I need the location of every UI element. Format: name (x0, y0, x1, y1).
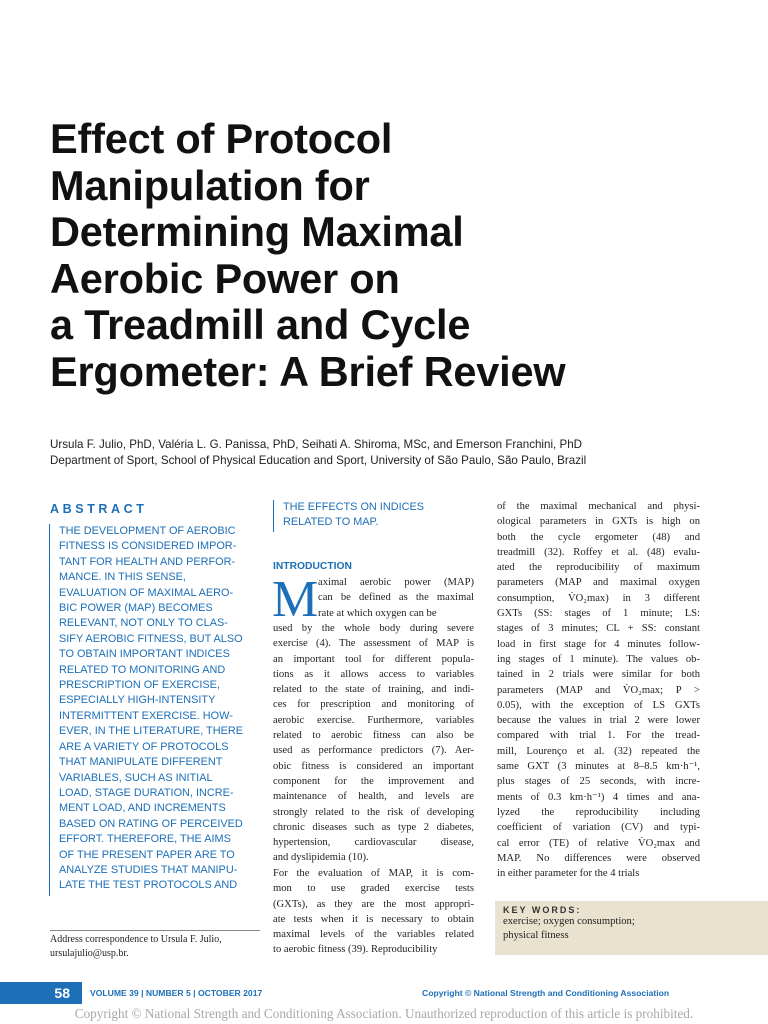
abstract-line: LOAD, STAGE DURATION, INCRE- (59, 786, 234, 799)
abstract-line: OF THE PRESENT PAPER ARE TO (59, 848, 235, 861)
abstract-line: RELATED TO MONITORING AND (59, 663, 226, 676)
body-line: parameters (MAP and V̇O₂max; P > (497, 684, 700, 696)
body-line: same GXT (3 minutes at 8–8.5 km·h⁻¹, (497, 761, 700, 773)
title-line: Determining Maximal (50, 208, 464, 255)
body-line: GXTs (SS: stages of 1 minute; LS: (497, 608, 700, 620)
copyright-watermark: Copyright © National Strength and Conditioning Association. Unauthorized reproduction of this article is prohibited. (74, 1006, 694, 1021)
abstract-line: ANALYZE STUDIES THAT MANIPU- (59, 863, 238, 876)
body-line: related to the state of training, and indi- (273, 684, 474, 696)
body-line: coefficient of variation (CV) and typi- (497, 822, 700, 834)
address-line: Address correspondence to Ursula F. Julio, (50, 934, 222, 945)
body-line: consumption, V̇O₂max) in 3 different (497, 592, 700, 604)
keyword-line: physical fitness (503, 930, 569, 941)
keywords-list (503, 915, 768, 943)
body-line: compared with trial 1. For the tread- (497, 730, 700, 742)
abstract-line: INTERMITTENT EXERCISE. HOW- (59, 709, 233, 722)
title-line: a Treadmill and Cycle (50, 301, 471, 348)
intro-paragraph-1 (273, 621, 474, 866)
body-line: ated the reproducibility of maximum (497, 562, 700, 574)
body-line: component for the improvement and (273, 775, 474, 787)
issue-info: VOLUME 39 | NUMBER 5 | OCTOBER 2017 (90, 988, 263, 998)
body-line: For the evaluation of MAP, it is com- (273, 868, 474, 879)
abstract-body (49, 524, 254, 896)
footer-copyright: Copyright © National Strength and Conditioning Association (422, 988, 670, 998)
article-title (50, 116, 730, 395)
body-line: tions as it allows access to variables (273, 668, 474, 680)
correspondence-address (50, 930, 260, 961)
abstract-line: ARE A VARIETY OF PROTOCOLS (59, 740, 229, 753)
body-line: tained in 2 trials were similar for both (497, 669, 700, 681)
title-line: Aerobic Power on (50, 254, 400, 302)
body-line: ments of 0.3 km·h⁻¹) 4 times and ana- (497, 791, 700, 803)
body-line: parameters (MAP and maximal oxygen (497, 577, 700, 589)
page-number: 58 (0, 982, 82, 1004)
abstract-heading: ABSTRACT (50, 502, 148, 516)
intro-right-column (497, 499, 700, 881)
body-line: maintenance of health, and levels are (273, 791, 474, 803)
body-line: and dyslipidemia (10). (273, 852, 369, 864)
body-line: used by the whole body during severe (273, 623, 474, 634)
abstract-continuation (273, 500, 478, 532)
body-line: chronic diseases such as type 2 diabetes, (273, 821, 474, 833)
body-line: mill, Lourenço et al. (32) repeated the (497, 745, 700, 757)
abstract-line: VARIABLES, SUCH AS INITIAL (59, 771, 213, 784)
abstract-line: EVALUATION OF MAXIMAL AERO- (59, 586, 234, 599)
address-line: ursulajulio@usp.br. (50, 948, 129, 959)
body-line: both the cycle ergometer (48) and (497, 531, 700, 543)
abstract-line: BIC POWER (MAP) BECOMES (59, 602, 213, 615)
body-line: can be defined as the maximal (318, 592, 474, 604)
body-line: aerobic exercise. Furthermore, variables (273, 714, 474, 726)
body-line: rate at which oxygen can be (318, 607, 437, 619)
authors: Ursula F. Julio, PhD, Valéria L. G. Panissa, PhD, Seihati A. Shiroma, MSc, and Emerson Franchini, PhD (50, 438, 583, 451)
body-line: stages of 3 minutes; CL + SS: constant (497, 623, 700, 635)
abstract-line: RELATED TO MAP. (283, 516, 379, 529)
abstract-line: LATE THE TEST PROTOCOLS AND (59, 879, 238, 892)
drop-cap: M (272, 571, 319, 628)
body-line: because the values in trial 2 were lower (497, 715, 700, 727)
abstract-line: RELEVANT, NOT ONLY TO CLAS- (59, 617, 228, 630)
body-line: strongly related to the risk of developing (273, 806, 474, 818)
abstract-line: THE DEVELOPMENT OF AEROBIC (59, 525, 236, 537)
body-line: to aerobic fitness (39). Reproducibility (273, 944, 438, 956)
abstract-line: THE EFFECTS ON INDICES (283, 501, 424, 513)
body-line: maximal levels of the variables related (273, 929, 474, 941)
body-line: 0.05), with the exception of LS GXTs (497, 699, 700, 711)
abstract-line: BASED ON RATING OF PERCEIVED (59, 817, 243, 830)
body-line: related to aerobic fitness can also be (273, 730, 474, 742)
body-line: ing stages of 1 minute). The values ob- (497, 653, 700, 665)
introduction-heading: INTRODUCTION (273, 561, 352, 572)
abstract-line: PRESCRIPTION OF EXERCISE, (59, 679, 220, 692)
body-line: ological parameters in GXTs is high on (497, 516, 700, 528)
body-line: of the maximal mechanical and physi- (497, 501, 700, 512)
body-line: MAP. No differences were observed (497, 852, 700, 864)
abstract-line: FITNESS IS CONSIDERED IMPOR- (59, 540, 237, 553)
abstract-line: THAT MANIPULATE DIFFERENT (59, 756, 223, 769)
body-line: in either parameter for the 4 trials (497, 868, 640, 880)
body-line: mon to use graded exercise tests (273, 883, 474, 895)
abstract-line: MANCE. IN THIS SENSE, (59, 571, 186, 584)
body-line: exercise (4). The assessment of MAP is (273, 638, 474, 650)
intro-paragraph-2 (273, 866, 474, 958)
body-line: cal error (TE) of relative V̇O₂max and (497, 837, 700, 849)
abstract-line: TANT FOR HEALTH AND PERFOR- (59, 555, 236, 568)
abstract-line: EFFORT. THEREFORE, THE AIMS (59, 833, 231, 846)
keyword-line: exercise; oxygen consumption; (503, 916, 635, 927)
keywords-box (495, 901, 768, 955)
body-line: an important tool for different popula- (273, 653, 474, 665)
title-line: Ergometer: A Brief Review (50, 347, 566, 395)
intro-dropcap-lines (318, 575, 474, 621)
author-block (50, 437, 730, 469)
body-line: lyzed the reproducibility including (497, 806, 700, 818)
body-line: (GXTs), as they are the most appropri- (273, 898, 474, 910)
body-line: ate tests when it is necessary to obtain (273, 913, 474, 925)
keywords-label: KEY WORDS: (503, 905, 582, 915)
page-footer (0, 982, 768, 1004)
body-line: used as performance predictors (7). Aer- (273, 745, 474, 757)
title-line: Manipulation for (50, 161, 370, 209)
abstract-line: TO OBTAIN IMPORTANT INDICES (59, 648, 230, 661)
body-line: hypertension, cardiovascular disease, (273, 837, 474, 849)
affiliation: Department of Sport, School of Physical Education and Sport, University of São Paulo, São Paulo, Brazil (50, 454, 587, 467)
abstract-line: SIFY AEROBIC FITNESS, BUT ALSO (59, 632, 243, 645)
abstract-line: EVER, IN THE LITERATURE, THERE (59, 725, 243, 738)
body-line: load in first stage for 4 minutes follow- (497, 638, 700, 650)
body-line: plus stages of 25 seconds, with incre- (497, 776, 700, 788)
body-line: ces for prescription and monitoring of (273, 699, 474, 711)
abstract-line: ESPECIALLY HIGH-INTENSITY (59, 694, 216, 707)
body-line: obic fitness is considered an important (273, 760, 474, 772)
abstract-line: MENT LOAD, AND INCREMENTS (59, 802, 226, 815)
title-line: Effect of Protocol (50, 115, 393, 162)
body-line: treadmill (32). Roffey et al. (48) evalu- (497, 546, 700, 558)
body-line: aximal aerobic power (MAP) (318, 577, 474, 588)
